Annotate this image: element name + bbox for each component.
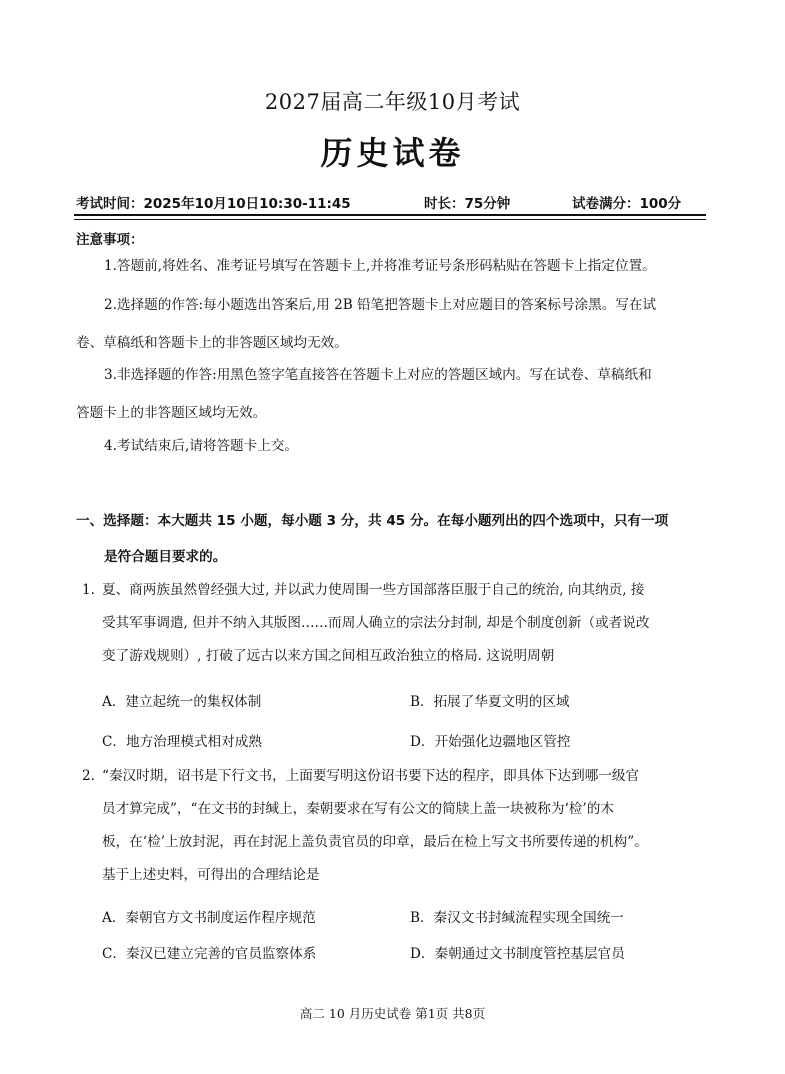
question-1 [82,574,722,673]
notice-line: 1.答题前,将姓名、准考证号填写在答题卡上,并将准考证号条形码粘贴在答题卡上指定位置。 [104,258,656,274]
notice-item [76,427,716,465]
notice-line: 2.选择题的作答:每小题选出答案后,用 2B 铅笔把答题卡上对应题目的答案标号涂黑。写在试 [104,297,657,313]
option-b: B．拓展了华夏文明的区域 [410,694,570,710]
option-c: C．秦汉已建立完善的官员监察体系 [102,946,317,962]
page-footer: 高二 10 月历史试卷 第1页 共8页 [299,1006,486,1021]
notice-line: 4.考试结束后,请将答题卡上交。 [104,438,299,454]
question-text: “秦汉时期，诏书是下行文书，上面要写明这份诏书要下达的程序，即具体下达到哪一级官 [102,768,640,784]
notice-item [76,286,716,362]
option-d: D．秦朝通过文书制度管控基层官员 [410,946,625,962]
notice-line: 卷、草稿纸和答题卡上的非答题区域均无效。 [76,335,348,351]
header-rule-thick [74,214,706,216]
section-heading [76,503,726,575]
question-number: 1. [82,582,95,598]
question-text: 夏、商两族虽然曾经强大过, 并以武力使周围一些方国部落臣服于自己的统治, 向其纳贡, 接 [102,582,645,598]
section-line: 一、选择题：本大题共 15 小题，每小题 3 分，共 45 分。在每小题列出的四个选项中，只有一项 [76,513,669,529]
option-c: C．地方治理模式相对成熟 [102,734,262,750]
subject-title: 历史试卷 [320,134,465,172]
question-text: 变了游戏规则）, 打破了远古以来方国之间相互政治独立的格局. 这说明周朝 [102,648,555,664]
option-a: A．建立起统一的集权体制 [102,694,262,710]
question-text: 员才算完成”，“在文书的封缄上，秦朝要求在写有公文的简牍上盖一块被称为‘检’的木 [102,801,614,817]
notice-line: 答题卡上的非答题区域均无效。 [76,405,267,421]
option-d: D．开始强化边疆地区管控 [410,734,571,750]
option-b: B．秦汉文书封缄流程实现全国统一 [410,910,624,926]
notice-item [76,247,716,285]
question-2 [82,760,722,892]
exam-time: 考试时间：2025年10月10日10:30-11:45 [76,196,351,212]
exam-duration: 时长：75分钟 [424,196,511,212]
notice-line: 3.非选择题的作答:用黑色签字笔直接答在答题卡上对应的答题区域内。写在试卷、草稿纸和 [104,367,652,383]
question-text: 基于上述史料，可得出的合理结论是 [102,867,320,883]
question-text: 板，在‘检’上放封泥，再在封泥上盖负责官员的印章，最后在检上写文书所要传递的机构”。 [102,834,648,850]
notice-item [76,356,716,432]
header-rule-thin [74,219,706,220]
question-text: 受其军事调遣, 但并不纳入其版图……而周人确立的宗法分封制, 却是个制度创新（或者说改 [102,615,650,631]
full-score: 试卷满分：100分 [572,196,682,212]
option-a: A．秦朝官方文书制度运作程序规范 [102,910,316,926]
section-line: 是符合题目要求的。 [104,549,227,565]
notice-heading: 注意事项： [76,232,144,248]
exam-title: 2027届高二年级10月考试 [264,90,521,114]
question-number: 2. [82,768,95,784]
